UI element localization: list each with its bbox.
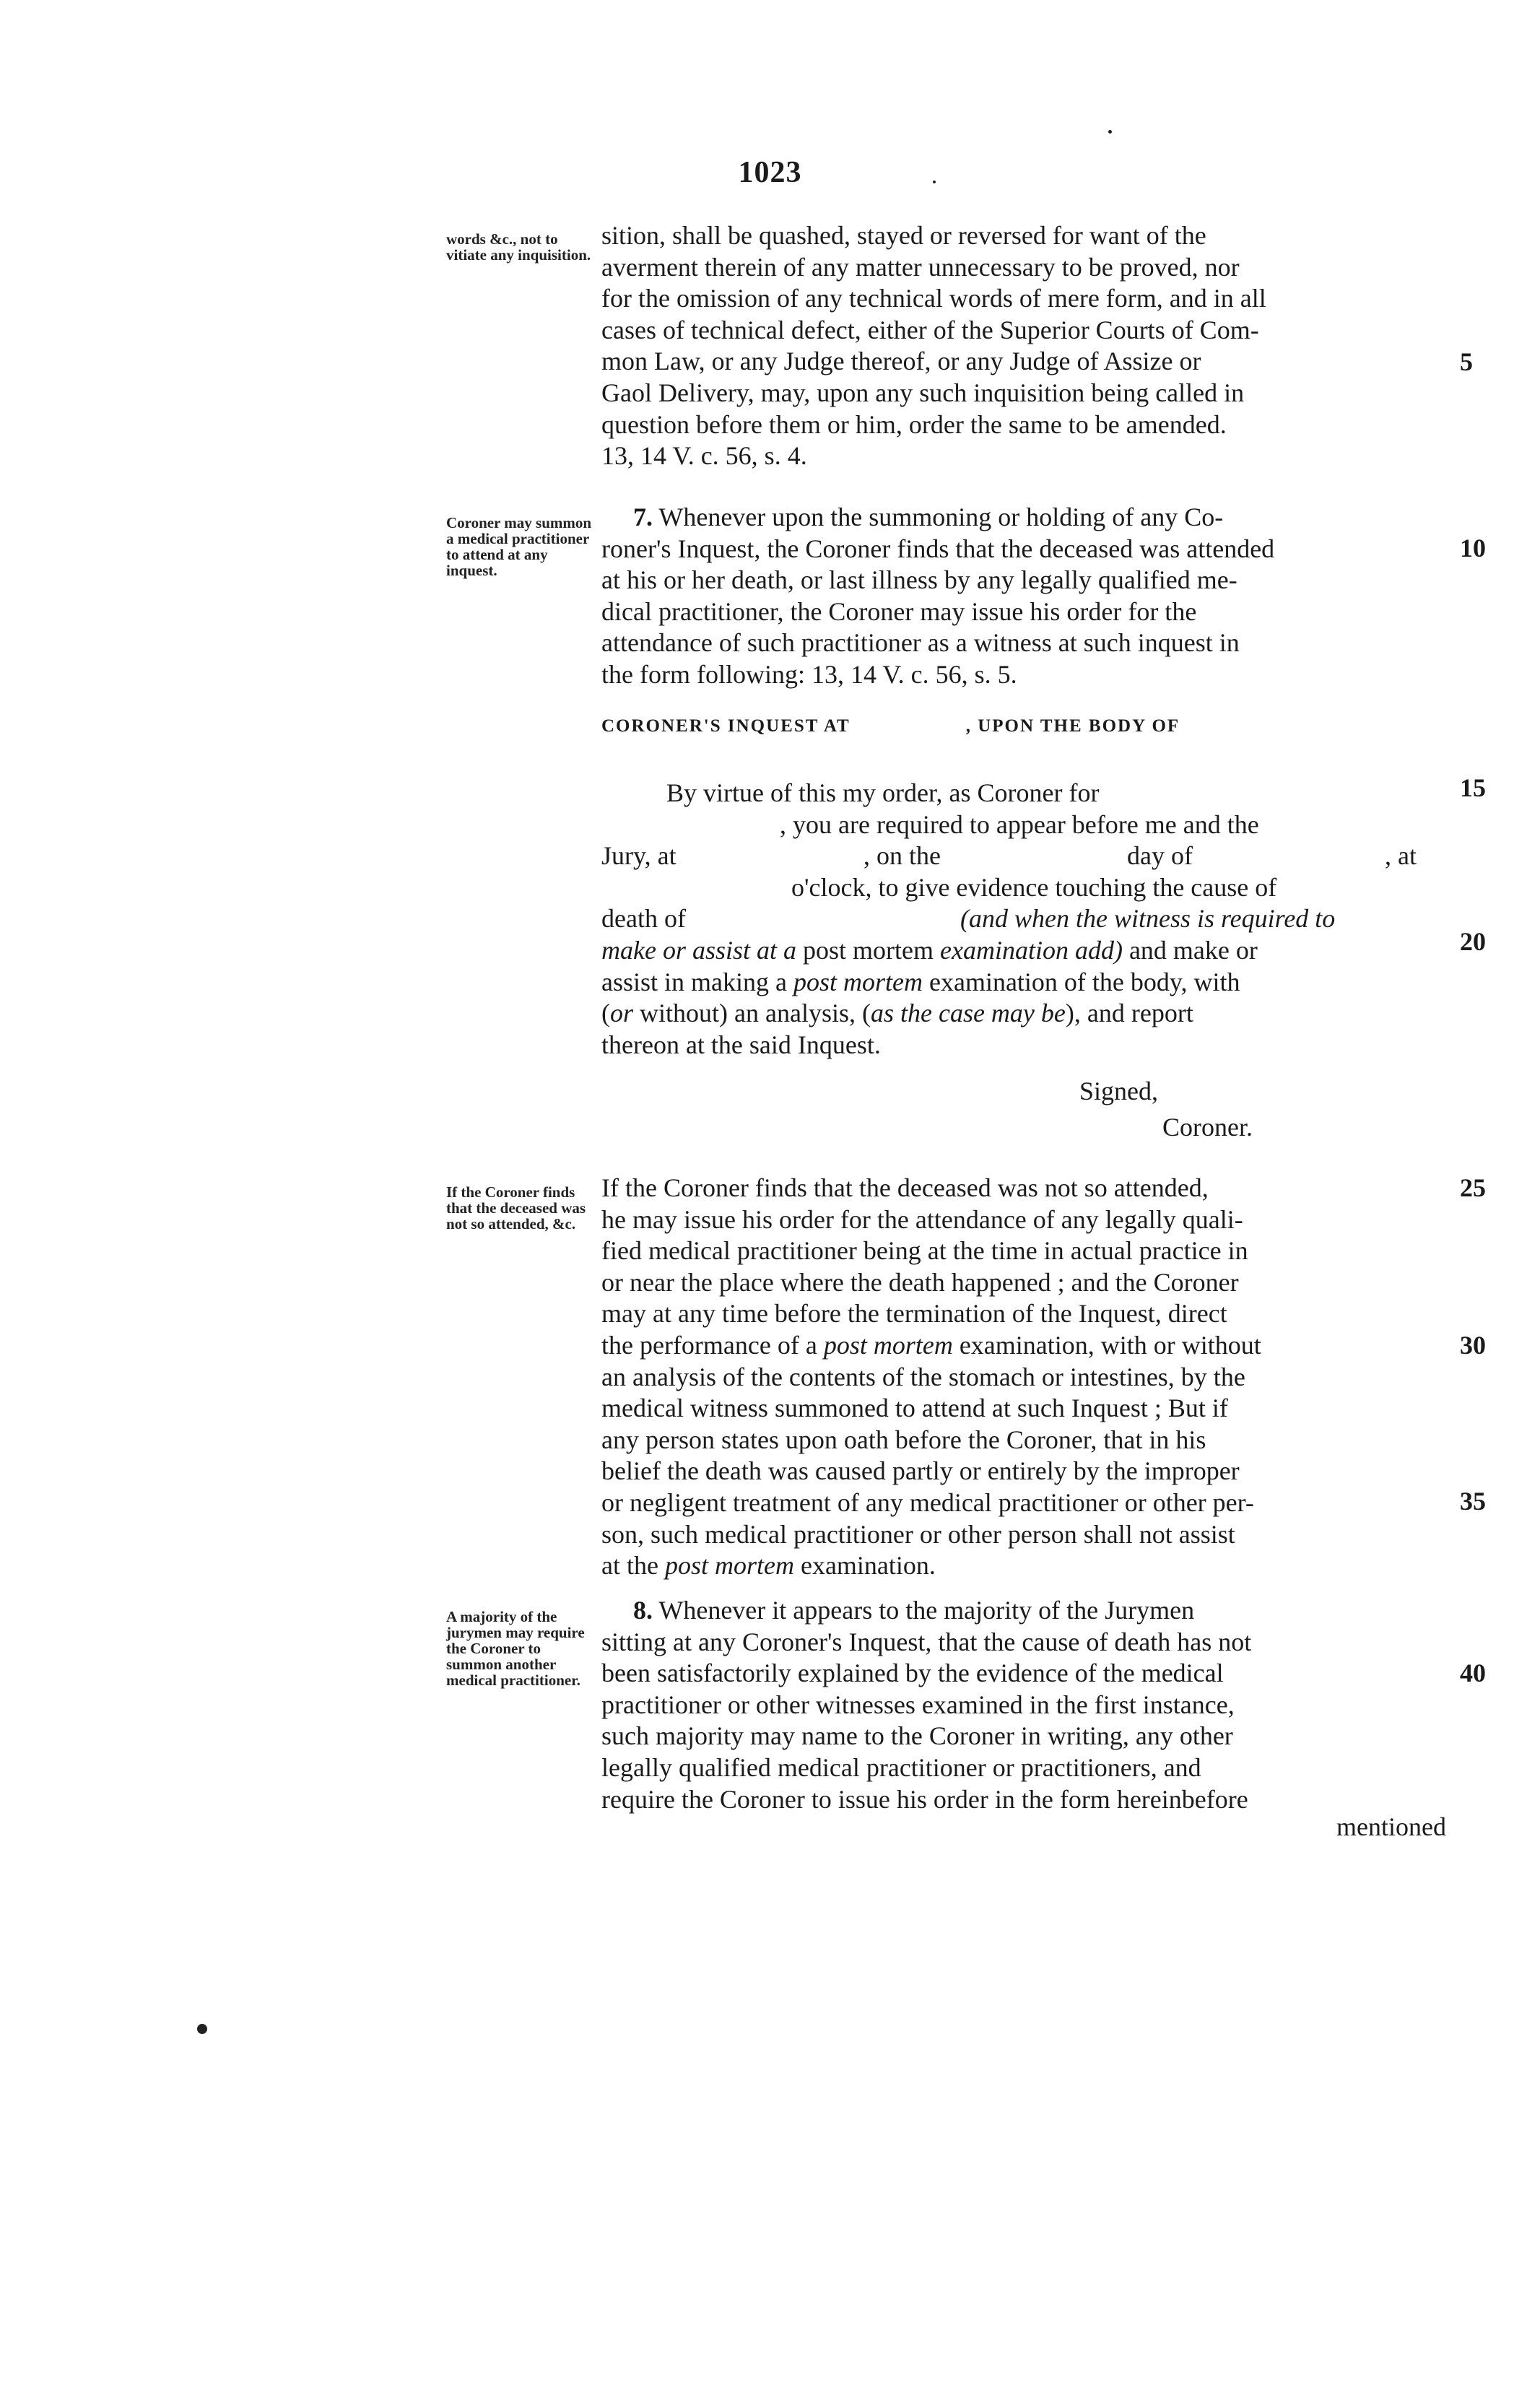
text-line: any person states upon oath before the Coroner, that in his: [601, 1425, 1206, 1454]
text-span-italic: post mortem: [664, 1551, 794, 1581]
text-line: [601, 502, 1446, 534]
text-span: and make or: [1128, 935, 1258, 965]
margin-note-majority-of-jurymen: A majority of the jurymen may require the Coroner to summon another medical practitioner.: [446, 1608, 585, 1689]
text-span: , on the: [863, 841, 941, 871]
text-line: 13, 14 V. c. 56, s. 4.: [601, 441, 807, 471]
text-line: belief the death was caused partly or entirely by the improper: [601, 1456, 1240, 1486]
coroner-signature-label: Coroner.: [1162, 1113, 1253, 1142]
text-line: Gaol Delivery, may, upon any such inquisition being called in: [601, 378, 1245, 407]
text-span: (: [601, 999, 610, 1028]
form-heading: [601, 716, 1180, 736]
text-line: cases of technical defect, either of the Superior Courts of Com-: [601, 315, 1259, 344]
text-span: Whenever it appears to the majority of the Jurymen: [658, 1596, 1195, 1625]
ink-speck: [197, 2024, 207, 2034]
text-span-italic: as the case may be: [870, 999, 1066, 1028]
section-number: 7.: [633, 503, 653, 531]
text-span-italic: (and when the witness is required to: [960, 904, 1336, 934]
margin-note-if-not-attended: If the Coroner finds that the deceased was not so attended, &c.: [446, 1183, 586, 1233]
text-span: examination of the body, with: [928, 967, 1240, 996]
text-span-italic: examination add): [939, 935, 1123, 965]
text-line: roner's Inquest, the Coroner finds that the deceased was attended: [601, 534, 1275, 563]
text-span: Jury, at: [601, 841, 677, 871]
page-number: 1023: [738, 156, 802, 189]
form-heading-left: CORONER'S INQUEST AT: [601, 716, 851, 736]
text-line: at his or her death, or last illness by any legally qualified me-: [601, 565, 1237, 595]
line-number: 25: [1460, 1173, 1486, 1202]
text-line: dical practitioner, the Coroner may issue his order for the: [601, 596, 1197, 626]
text-span: o'clock, to give evidence touching the cause of: [791, 872, 1277, 902]
text-line: sitting at any Coroner's Inquest, that the cause of death has not: [601, 1627, 1252, 1656]
form-line: [601, 809, 1446, 841]
not-attended-paragraph: [601, 1173, 1446, 1582]
text-line: or near the place where the death happened ; and the Coroner: [601, 1267, 1239, 1297]
text-line: [601, 1330, 1446, 1362]
text-span: death of: [601, 904, 686, 934]
text-line: mon Law, or any Judge thereof, or any Judge of Assize or: [601, 347, 1201, 376]
form-line: [601, 840, 1446, 872]
section-6-tail: [601, 220, 1446, 472]
text-span: assist in making a: [601, 967, 787, 996]
form-body: [601, 778, 1446, 1061]
form-line: [601, 778, 1446, 809]
form-line: [601, 935, 1446, 967]
margin-note-words-not-to-vitiate: words &c., not to vitiate any inquisition.: [446, 230, 591, 264]
form-line: [601, 872, 1446, 904]
text-line: attendance of such practitioner as a witness at such inquest in: [601, 628, 1240, 658]
ink-speck: [1108, 130, 1112, 134]
text-span-italic: make or assist at a: [601, 935, 796, 965]
line-number: 20: [1460, 927, 1486, 956]
margin-note-coroner-may-summon: Coroner may summon a medical practitioner to attend at any inquest.: [446, 514, 592, 579]
ink-speck: [933, 181, 936, 183]
text-line: sition, shall be quashed, stayed or reversed for want of the: [601, 221, 1206, 250]
text-line: [601, 1550, 1446, 1582]
text-line: may at any time before the termination of the Inquest, direct: [601, 1299, 1227, 1329]
text-span: without) an analysis, (: [640, 999, 871, 1028]
text-line: require the Coroner to issue his order in the form hereinbefore: [601, 1784, 1248, 1814]
text-span: the performance of a: [601, 1330, 817, 1360]
text-line: for the omission of any technical words of mere form, and in all: [601, 284, 1266, 313]
text-span: day of: [1127, 841, 1193, 871]
text-span: , at: [1385, 841, 1417, 871]
line-number: 40: [1460, 1659, 1486, 1687]
text-span: post mortem: [803, 935, 934, 965]
line-number: 10: [1460, 534, 1486, 562]
form-line: [601, 967, 1446, 999]
text-line: question before them or him, order the same to be amended.: [601, 409, 1227, 439]
text-line: If the Coroner finds that the deceased was not so attended,: [601, 1173, 1209, 1202]
text-span: thereon at the said Inquest.: [601, 1030, 881, 1059]
section-number: 8.: [633, 1596, 653, 1625]
text-span: examination, with or without: [959, 1330, 1261, 1360]
text-span: By virtue of this my order, as Coroner for: [666, 778, 1100, 807]
text-span: examination.: [800, 1551, 936, 1581]
text-span: ), and report: [1065, 999, 1193, 1028]
form-line: [601, 903, 1446, 935]
text-span-italic: post mortem: [823, 1330, 953, 1360]
text-line: medical witness summoned to attend at such Inquest ; But if: [601, 1394, 1228, 1423]
text-span-italic: or: [610, 999, 634, 1028]
section-7: [601, 502, 1446, 691]
form-line: [601, 1030, 1446, 1061]
text-line: such majority may name to the Coroner in writing, any other: [601, 1721, 1233, 1751]
text-line: [601, 1595, 1446, 1627]
text-line: averment therein of any matter unnecessary to be proved, nor: [601, 252, 1240, 282]
text-span-italic: post mortem: [793, 967, 923, 996]
text-span: , you are required to appear before me and the: [780, 809, 1259, 839]
form-heading-right: , UPON THE BODY OF: [965, 716, 1180, 736]
text-line: fied medical practitioner being at the time in actual practice in: [601, 1236, 1248, 1266]
text-line: he may issue his order for the attendance of any legally quali-: [601, 1204, 1243, 1234]
text-line: an analysis of the contents of the stomach or intestines, by the: [601, 1362, 1245, 1391]
text-line: or negligent treatment of any medical practitioner or other per-: [601, 1487, 1254, 1517]
form-line: [601, 998, 1446, 1030]
text-line: practitioner or other witnesses examined in the first instance,: [601, 1690, 1235, 1719]
catchword: mentioned: [1336, 1812, 1446, 1841]
text-line: legally qualified medical practitioner or practitioners, and: [601, 1752, 1201, 1782]
text-span: Whenever upon the summoning or holding of any Co-: [658, 503, 1224, 531]
text-line: been satisfactorily explained by the evidence of the medical: [601, 1659, 1224, 1688]
line-number: 5: [1460, 347, 1473, 376]
line-number: 35: [1460, 1487, 1486, 1516]
line-number: 30: [1460, 1331, 1486, 1360]
signed-label: Signed,: [1079, 1077, 1159, 1105]
text-line: the form following: 13, 14 V. c. 56, s. 5.: [601, 659, 1017, 689]
text-span: at the: [601, 1551, 658, 1581]
line-number: 15: [1460, 773, 1486, 802]
section-8: [601, 1595, 1446, 1815]
text-line: son, such medical practitioner or other person shall not assist: [601, 1519, 1235, 1549]
